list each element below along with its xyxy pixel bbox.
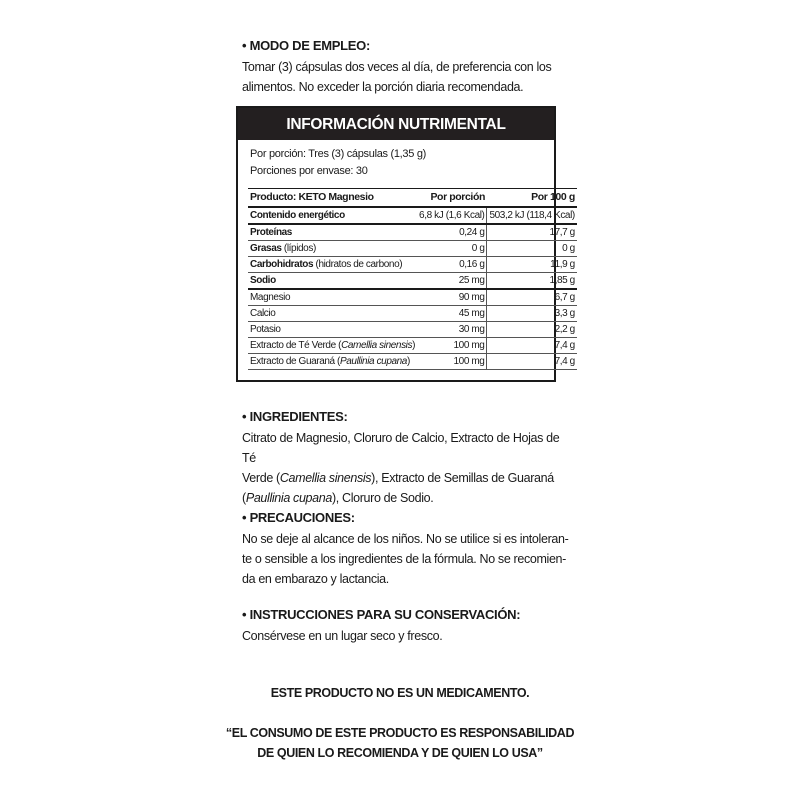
nutrient-name-bold: Grasas: [250, 243, 282, 254]
nutrient-name-detail: ): [412, 340, 416, 351]
nutrient-name: [248, 306, 417, 322]
conservacion-heading: • INSTRUCCIONES PARA SU CONSERVACIÓN:: [242, 607, 521, 622]
nutrition-row: [248, 289, 577, 306]
ingredientes-heading: • INGREDIENTES:: [242, 409, 348, 424]
nutrition-row: [248, 257, 577, 273]
nutrition-row: [248, 273, 577, 290]
nutrition-row: [248, 241, 577, 257]
modo-de-empleo-section: [242, 38, 572, 97]
per-100g-value: 6,7 g: [554, 292, 575, 303]
nutrient-species: Paullinia cupana: [339, 356, 407, 367]
per-100g-value: 7,4 g: [554, 340, 575, 351]
nutrition-row: [248, 322, 577, 338]
nutrition-row: [248, 354, 577, 370]
responsibility-line-1: “EL CONSUMO DE ESTE PRODUCTO ES RESPONSABILIDAD: [225, 726, 575, 740]
per-100g-value: 17,7 g: [549, 227, 575, 238]
header-per-serving: Por porción: [430, 191, 485, 203]
ingredientes-text: (: [242, 491, 246, 505]
modo-de-empleo-heading: • MODO DE EMPLEO:: [242, 38, 371, 53]
per-serving-value: 0,16 g: [417, 257, 487, 273]
modo-de-empleo-line-2: alimentos. No exceder la porción diaria recomendada.: [242, 80, 524, 94]
per-100g-value: 503,2 kJ (118,4 Kcal): [489, 210, 575, 221]
per-100g-value: 0 g: [562, 243, 575, 254]
per-serving-value: 30 mg: [417, 322, 487, 338]
servings-per-container: Porciones por envase: 30: [250, 165, 368, 177]
nutrition-row: [248, 306, 577, 322]
nutrient-name-detail: ): [406, 356, 410, 367]
conservacion-section: [242, 607, 572, 646]
precauciones-line-3: da en embarazo y lactancia.: [242, 572, 389, 586]
nutrition-table: [248, 188, 577, 370]
per-serving-value: 45 mg: [417, 306, 487, 322]
nutrient-name: [248, 289, 417, 306]
nutrition-row: [248, 338, 577, 354]
modo-de-empleo-line-1: Tomar (3) cápsulas dos veces al día, de preferencia con los: [242, 60, 552, 74]
nutrition-row: [248, 207, 577, 224]
per-100g-value: 7,4 g: [554, 356, 575, 367]
ingredientes-text: ), Cloruro de Sodio.: [331, 491, 434, 505]
nutrition-row: [248, 224, 577, 241]
nutrient-name: [248, 241, 417, 257]
nutrient-name-bold: Sodio: [250, 275, 276, 286]
ingredientes-section: [242, 409, 572, 508]
nutrient-name-bold: Carbohidratos: [250, 259, 314, 270]
nutrition-table-header: [248, 189, 577, 208]
nutrient-name: [248, 322, 417, 338]
ingredientes-line-3: [242, 488, 572, 508]
nutrient-name: [248, 207, 417, 224]
nutrition-facts-box: [236, 106, 575, 382]
ingredientes-text: ), Extracto de Semillas de Guaraná: [371, 471, 554, 485]
nutrient-name: [248, 338, 417, 354]
nutrient-name-detail: Magnesio: [250, 292, 291, 303]
nutrient-name: [248, 224, 417, 241]
ingredientes-species: Camellia sinensis: [279, 471, 372, 485]
not-medicine-notice: ESTE PRODUCTO NO ES UN MEDICAMENTO.: [270, 686, 530, 700]
per-100g-value: 1,85 g: [549, 275, 575, 286]
nutrient-name: [248, 257, 417, 273]
responsibility-line-2: DE QUIEN LO RECOMIENDA Y DE QUIEN LO USA”: [257, 746, 543, 760]
per-serving-value: 0,24 g: [417, 224, 487, 241]
nutrition-title: INFORMACIÓN NUTRIMENTAL: [238, 108, 554, 140]
nutrient-name: [248, 354, 417, 370]
per-100g-value: 11,9 g: [550, 259, 575, 270]
nutrient-name-bold: Contenido energético: [250, 210, 345, 221]
nutrient-name-detail: Extracto de Guaraná (: [250, 356, 340, 367]
ingredientes-species: Paullinia cupana: [245, 491, 332, 505]
per-serving-value: 0 g: [417, 241, 487, 257]
nutrient-name-detail: (lípidos): [281, 243, 316, 254]
nutrient-name-detail: Calcio: [250, 308, 276, 319]
nutrient-name-detail: Potasio: [250, 324, 281, 335]
header-per-100g: Por 100 g: [531, 191, 575, 203]
nutrient-name-bold: Proteínas: [250, 227, 292, 238]
ingredientes-line-1: Citrato de Magnesio, Cloruro de Calcio, Extracto de Hojas de Té: [242, 431, 560, 465]
precauciones-heading: • PRECAUCIONES:: [242, 510, 355, 525]
per-serving-value: 100 mg: [417, 354, 487, 370]
serving-size: Por porción: Tres (3) cápsulas (1,35 g): [250, 148, 426, 160]
precauciones-section: [242, 510, 572, 589]
precauciones-line-2: te o sensible a los ingredientes de la fórmula. No se recomien-: [242, 552, 566, 566]
conservacion-line-1: Consérvese en un lugar seco y fresco.: [242, 629, 443, 643]
per-100g-value: 2,2 g: [554, 324, 575, 335]
precauciones-line-1: No se deje al alcance de los niños. No se utilice si es intoleran-: [242, 532, 569, 546]
per-serving-value: 25 mg: [417, 273, 487, 290]
per-serving-value: 90 mg: [417, 289, 487, 306]
per-100g-value: 3,3 g: [554, 308, 575, 319]
nutrient-species: Camellia sinensis: [341, 340, 413, 351]
nutrient-name-detail: (hidratos de carbono): [313, 259, 403, 270]
per-serving-value: 6,8 kJ (1,6 Kcal): [417, 207, 487, 224]
ingredientes-line-2: [242, 468, 572, 488]
nutrient-name-detail: Extracto de Té Verde (: [250, 340, 342, 351]
header-product: Producto: KETO Magnesio: [250, 191, 374, 203]
ingredientes-text: Verde (: [242, 471, 280, 485]
nutrient-name: [248, 273, 417, 290]
per-serving-value: 100 mg: [417, 338, 487, 354]
